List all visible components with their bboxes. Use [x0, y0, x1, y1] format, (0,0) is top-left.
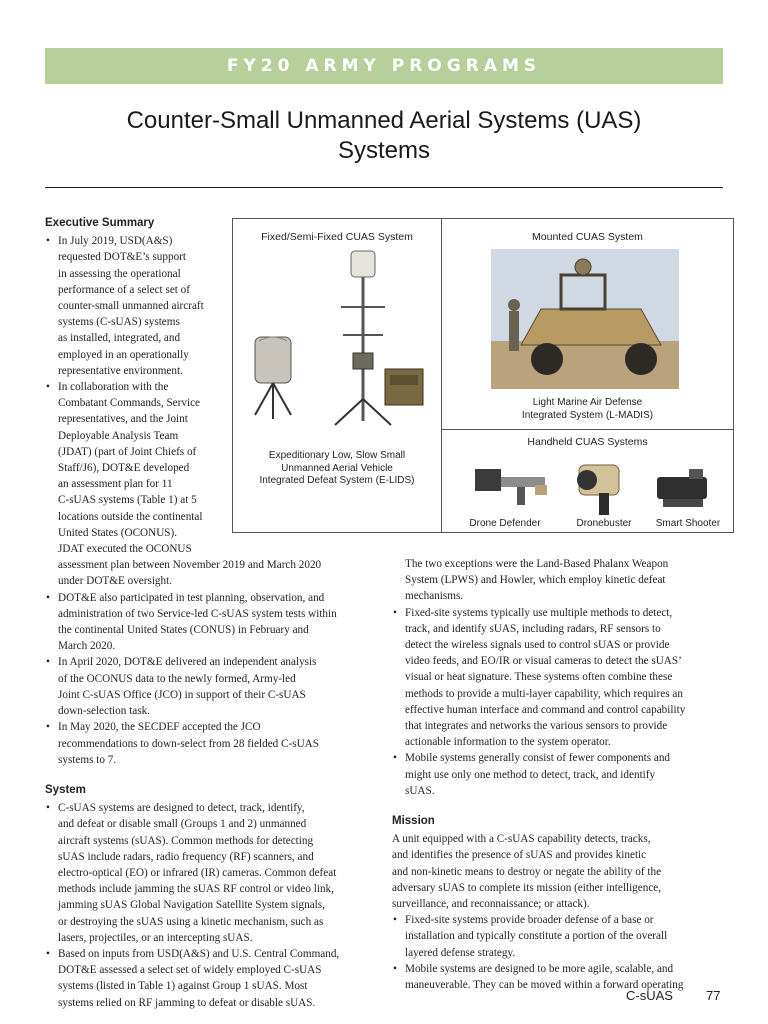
text-line: in assessing the operational	[58, 267, 181, 280]
exec-bullet-1	[45, 233, 236, 379]
panel2-caption-line-1: Light Marine Air Defense	[532, 397, 643, 408]
text-line: down-selection task.	[58, 705, 150, 718]
drone-defender-image	[473, 461, 551, 513]
figure-divider-horizontal	[441, 429, 733, 430]
panel1-caption-line-3: Integrated Defeat System (E-LIDS)	[259, 475, 415, 486]
title-rule	[45, 187, 723, 188]
text-line: and defeat or disable small (Groups 1 and 2) unmanned	[58, 818, 307, 831]
text-line: DOT&E assessed a select set of widely employed C-sUAS	[58, 964, 322, 977]
text-line: A unit equipped with a C-sUAS capability detects, tracks,	[392, 833, 651, 846]
text-line: under DOT&E oversight.	[58, 575, 173, 588]
dronebuster-label: Dronebuster	[576, 518, 632, 529]
text-line: methods to provide a multi-layer capability, which requires an	[405, 687, 683, 700]
dronebuster-image	[573, 459, 639, 517]
text-line: electro-optical (EO) or infrared (IR) cameras. Common defeat	[58, 866, 337, 879]
text-line: • C-sUAS systems are designed to detect, track, identify,	[58, 802, 305, 815]
system-continuation	[392, 556, 726, 605]
text-line: • Fixed-site systems provide broader defense of a base or	[405, 914, 654, 927]
figure-divider-vertical	[441, 219, 442, 532]
mission-bullet-2	[392, 961, 726, 993]
system-heading: System	[45, 783, 86, 796]
panel3-title: Handheld CUAS Systems	[527, 436, 648, 448]
text-line: • In April 2020, DOT&E delivered an independent analysis	[58, 656, 317, 669]
exec-bullet-3	[45, 590, 363, 655]
text-line: methods include jamming the sUAS RF control or video link,	[58, 883, 334, 896]
text-line: maneuverable. They can be moved within a forward operating	[405, 979, 684, 992]
text-line: requested DOT&E’s support	[58, 251, 187, 264]
text-line: Combatant Commands, Service	[58, 397, 200, 410]
text-line: systems relied on RF jamming to defeat or disable sUAS.	[58, 996, 316, 1009]
text-line: systems (C-sUAS) systems	[58, 316, 180, 329]
text-line: might use only one method to detect, track, and identify	[405, 768, 656, 781]
text-line: that integrates and networks the various sensors to provide	[405, 720, 668, 733]
smart-shooter-label: Smart Shooter	[655, 518, 721, 529]
text-line: • In July 2019, USD(A&S)	[58, 235, 173, 248]
panel1-caption-line-2: Unmanned Aerial Vehicle	[281, 462, 393, 474]
lmadis-vehicle-image	[491, 249, 679, 389]
mission-bullet-1	[392, 912, 726, 961]
text-line: and non-kinetic means to destroy or negate the ability of the	[392, 865, 662, 878]
text-line: (JDAT) (part of Joint Chiefs of	[58, 445, 197, 458]
text-line: representatives, and the Joint	[58, 413, 188, 426]
text-line: United States (OCONUS).	[58, 526, 178, 539]
text-line: • DOT&E also participated in test planning, observation, and	[58, 591, 325, 604]
text-line: lasers, projectiles, or an intercepting sUAS.	[58, 931, 253, 944]
text-line: or destroying the sUAS using a kinetic mechanism, such as	[58, 915, 324, 928]
text-line: C-sUAS systems (Table 1) at 5	[58, 494, 197, 507]
text-line: • In May 2020, the SECDEF accepted the JCO	[58, 721, 261, 734]
panel1-title: Fixed/Semi-Fixed CUAS System	[261, 231, 413, 243]
text-line: Deployable Analysis Team	[58, 429, 179, 442]
text-line: visual or heat signature. These systems often combine these	[405, 671, 673, 684]
text-line: assessment plan between November 2019 and March 2020	[58, 559, 322, 572]
text-line: mechanisms.	[405, 590, 464, 603]
exec-summary-heading: Executive Summary	[45, 217, 155, 229]
text-line: an assessment plan for 11	[58, 478, 173, 491]
text-line: locations outside the continental	[58, 510, 203, 523]
panel2-caption-line-2: Integrated System (L-MADIS)	[521, 409, 654, 421]
panel2-caption	[442, 397, 733, 422]
text-line: systems to 7.	[58, 753, 117, 766]
text-line: jamming sUAS Global Navigation Satellite System signals,	[58, 899, 325, 912]
text-line: • Mobile systems generally consist of fewer components and	[405, 752, 671, 765]
text-line: effective human interface and command and control capability	[405, 703, 686, 716]
right-column	[392, 556, 726, 993]
mission-heading: Mission	[392, 815, 435, 828]
text-line: of the OCONUS data to the newly formed, Army-led	[58, 672, 296, 685]
text-line: representative environment.	[58, 364, 183, 377]
text-line: The two exceptions were the Land-Based Phalanx Weapon	[405, 558, 669, 570]
text-line: actionable information to the system operator.	[405, 736, 611, 749]
banner-text: FY20 ARMY PROGRAMS	[226, 56, 542, 76]
smart-shooter-image	[653, 467, 713, 511]
text-line: • Based on inputs from USD(A&S) and U.S. Central Command,	[58, 947, 340, 960]
text-line: recommendations to down-select from 28 fielded C-sUAS	[58, 737, 319, 750]
text-line: video feeds, and EO/IR or visual cameras to detect the sUAS’	[405, 655, 682, 668]
text-line: detect the wireless signals used to control sUAS or provide	[405, 639, 670, 652]
title-line-2: Systems	[337, 137, 430, 164]
text-line: surveillance, and reconnaissance; or attack).	[392, 898, 590, 911]
text-line: counter-small unmanned aircraft	[58, 300, 204, 313]
text-line: March 2020.	[58, 640, 116, 653]
section-banner	[45, 48, 723, 84]
footer-section-name: C-sUAS	[626, 988, 673, 1003]
panel2-title: Mounted CUAS System	[532, 231, 643, 243]
exec-bullet-2	[45, 379, 363, 590]
text-line: installation and typically constitute a portion of the overall	[405, 930, 668, 943]
panel1-caption-line-1: Expeditionary Low, Slow Small	[268, 450, 406, 461]
text-line: • Fixed-site systems typically use multiple methods to detect,	[405, 606, 673, 619]
drone-defender-label: Drone Defender	[469, 518, 541, 529]
system-bullet-3	[392, 605, 726, 751]
exec-bullet-5	[45, 719, 363, 768]
footer-page-number: 77	[706, 988, 721, 1003]
text-line: • In collaboration with the	[58, 381, 169, 394]
text-line: performance of a select set of	[58, 283, 191, 296]
text-line: System (LPWS) and Howler, which employ kinetic defeat	[405, 574, 666, 587]
system-bullet-1	[45, 800, 363, 946]
text-line: sUAS.	[405, 784, 435, 797]
text-line: systems (listed in Table 1) against Group 1 sUAS. Most	[58, 980, 308, 993]
text-line: layered defense strategy.	[405, 946, 516, 959]
text-line: as installed, integrated, and	[58, 332, 181, 345]
text-line: • Mobile systems are designed to be more agile, scalable, and	[405, 962, 674, 975]
text-line: aircraft systems (sUAS). Common methods for detecting	[58, 834, 314, 847]
text-line: Joint C-sUAS Office (JCO) in support of their C-sUAS	[58, 688, 306, 701]
text-line: track, and identify sUAS, including radars, RF sensors to	[405, 622, 661, 635]
text-line: administration of two Service-led C-sUAS system tests within	[58, 607, 337, 620]
exec-bullet-4	[45, 654, 363, 719]
mission-paragraph	[392, 831, 726, 912]
left-column	[45, 215, 363, 1011]
text-line: adversary sUAS to complete its mission (either intelligence,	[392, 881, 662, 894]
text-line: JDAT executed the OCONUS	[58, 543, 192, 556]
text-line: sUAS include radars, radio frequency (RF) scanners, and	[58, 850, 314, 863]
system-bullet-4	[392, 750, 726, 799]
title-line-1: Counter-Small Unmanned Aerial Systems (UAS)	[126, 107, 642, 134]
text-line: and identifies the presence of sUAS and provides kinetic	[392, 849, 647, 862]
page-title	[45, 106, 723, 166]
text-line: the continental United States (CONUS) in February and	[58, 624, 309, 637]
system-bullet-2	[45, 946, 363, 1011]
text-line: Staff/J6), DOT&E developed	[58, 462, 190, 475]
text-line: employed in an operationally	[58, 348, 189, 361]
